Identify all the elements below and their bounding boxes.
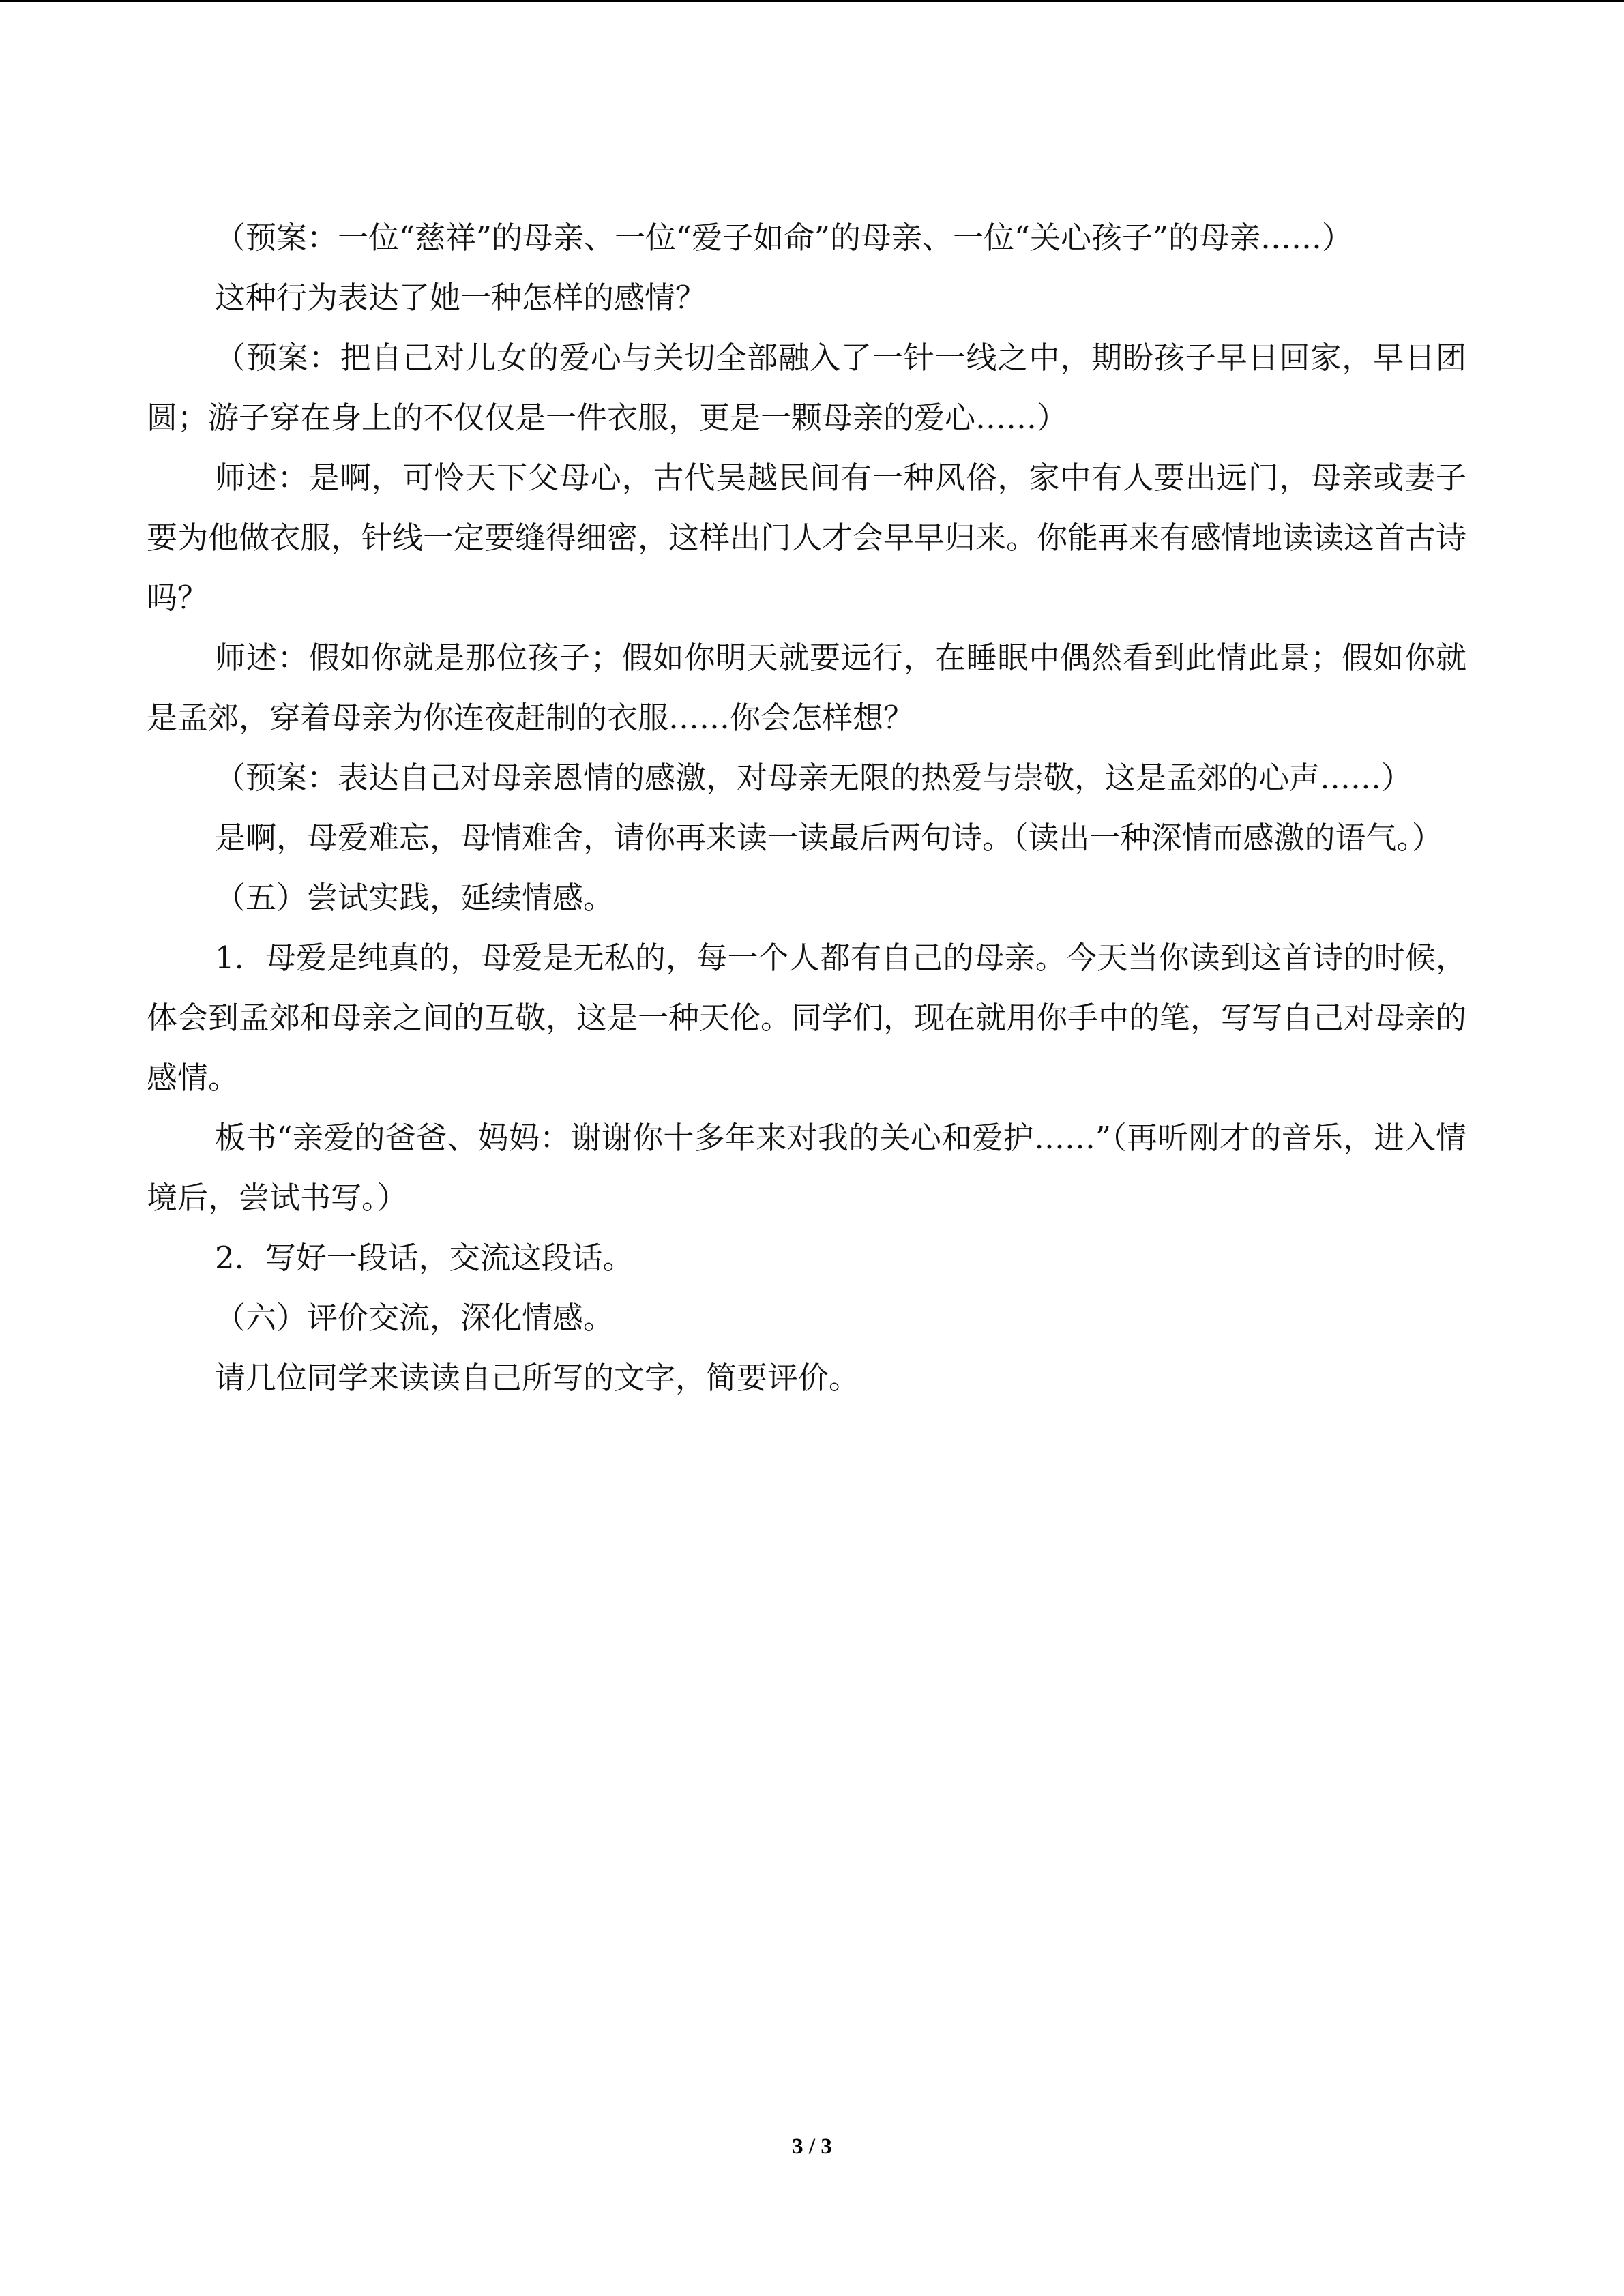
paragraph-teacher-imagine: 师述：假如你就是那位孩子；假如你明天就要远行，在睡眠中偶然看到此情此景；假如你就是孟郊，穿着母亲为你连夜赶制的衣服……你会怎样想？ xyxy=(147,640,1466,736)
paragraph-read-last-lines: 是啊，母爱难忘，母情难舍，请你再来读一读最后两句诗。（读出一种深情而感激的语气。） xyxy=(215,820,1443,856)
paragraph-item-one: 1．母爱是纯真的，母爱是无私的，每一个人都有自己的母亲。今天当你读到这首诗的时候，体会到孟郊和母亲之间的互敬，这是一种天伦。同学们，现在就用你手中的笔，写写自己对母亲的感情。 xyxy=(147,940,1467,1096)
document-body xyxy=(147,208,1466,1408)
page-number: 3 / 3 xyxy=(792,2134,832,2159)
section-heading-six: （六）评价交流，深化情感。 xyxy=(215,1300,615,1336)
top-border-line xyxy=(0,0,1624,2)
section-heading-five: （五）尝试实践，延续情感。 xyxy=(215,880,615,916)
paragraph-plan-mother-descriptions: （预案：一位“慈祥”的母亲、一位“爱子如命”的母亲、一位“关心孩子”的母亲……） xyxy=(215,220,1353,256)
paragraph-plan-love-in-stitches: （预案：把自己对儿女的爱心与关切全部融入了一针一线之中，期盼孩子早日回家，早日团圆；游子穿在身上的不仅仅是一件衣服，更是一颗母亲的爱心……） xyxy=(147,340,1466,436)
paragraph-question-feeling: 这种行为表达了她一种怎样的感情？ xyxy=(215,280,707,316)
paragraph-plan-gratitude: （预案：表达自己对母亲恩情的感激，对母亲无限的热爱与崇敬，这是孟郊的心声……） xyxy=(215,760,1413,796)
paragraph-item-two: 2．写好一段话，交流这段话。 xyxy=(215,1240,634,1276)
paragraph-blackboard: 板书“亲爱的爸爸、妈妈：谢谢你十多年来对我的关心和爱护……”（再听刚才的音乐，进入情境后，尝试书写。） xyxy=(147,1120,1466,1216)
paragraph-teacher-custom: 师述：是啊，可怜天下父母心，古代吴越民间有一种风俗，家中有人要出远门，母亲或妻子要为他做衣服，针线一定要缝得细密，这样出门人才会早早归来。你能再来有感情地读读这首古诗吗？ xyxy=(147,460,1467,616)
paragraph-evaluation: 请几位同学来读读自己所写的文字，简要评价。 xyxy=(215,1360,860,1396)
